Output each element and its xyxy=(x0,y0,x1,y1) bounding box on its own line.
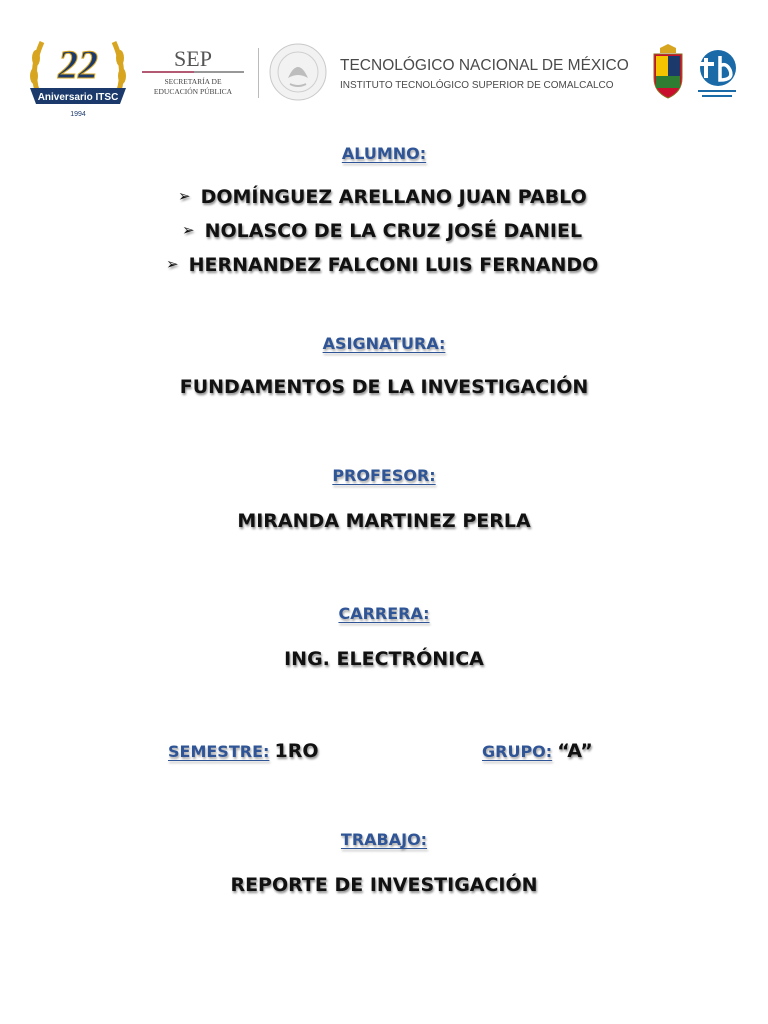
arrow-bullet-icon: ➢ xyxy=(182,221,195,239)
tecnm-subtitle: INSTITUTO TECNOLÓGICO SUPERIOR DE COMALCALCO xyxy=(340,80,614,91)
tabasco-coat-of-arms-icon xyxy=(650,44,686,100)
arrow-bullet-icon: ➢ xyxy=(166,255,179,273)
itsc-year: 1994 xyxy=(70,111,86,118)
sep-line1: SECRETARÍA DE xyxy=(164,77,222,86)
carrera-value: ING. ELECTRÓNICA xyxy=(284,648,484,670)
grupo-row xyxy=(482,740,593,762)
sep-logo xyxy=(138,44,248,104)
student-name-1 xyxy=(178,186,587,208)
sep-line2: EDUCACIÓN PÚBLICA xyxy=(153,87,233,96)
asignatura-value: FUNDAMENTOS DE LA INVESTIGACIÓN xyxy=(179,376,589,398)
profesor-label: PROFESOR: xyxy=(332,466,436,485)
trabajo-value: REPORTE DE INVESTIGACIÓN xyxy=(230,874,538,896)
student-name-2 xyxy=(182,220,582,242)
itsc-institute-logo xyxy=(694,44,740,102)
trabajo-label: TRABAJO: xyxy=(340,830,428,849)
national-seal-icon xyxy=(266,42,330,102)
itsc-anniversary-logo xyxy=(26,28,130,122)
semestre-row xyxy=(168,740,319,762)
header-divider xyxy=(258,48,259,98)
profesor-value: MIRANDA MARTINEZ PERLA xyxy=(237,510,531,532)
student-name-3 xyxy=(166,254,598,276)
semestre-value: 1RO xyxy=(274,740,319,762)
student-name-3-text: HERNANDEZ FALCONI LUIS FERNANDO xyxy=(188,254,599,276)
asignatura-label: ASIGNATURA: xyxy=(322,334,446,353)
arrow-bullet-icon: ➢ xyxy=(178,187,191,205)
tecnm-title: TECNOLÓGICO NACIONAL DE MÉXICO xyxy=(340,57,629,74)
semestre-label: SEMESTRE: xyxy=(168,742,270,761)
itsc-number: 22 xyxy=(58,42,98,87)
sep-title: SEP xyxy=(174,46,212,71)
grupo-label: GRUPO: xyxy=(482,742,553,761)
carrera-label: CARRERA: xyxy=(338,604,430,623)
student-name-2-text: NOLASCO DE LA CRUZ JOSÉ DANIEL xyxy=(204,220,583,242)
alumno-label: ALUMNO: xyxy=(341,144,427,163)
student-name-1-text: DOMÍNGUEZ ARELLANO JUAN PABLO xyxy=(200,186,587,208)
header-logos xyxy=(0,0,768,130)
grupo-value: “A” xyxy=(557,740,593,762)
itsc-ribbon-text: Aniversario ITSC xyxy=(37,92,119,103)
